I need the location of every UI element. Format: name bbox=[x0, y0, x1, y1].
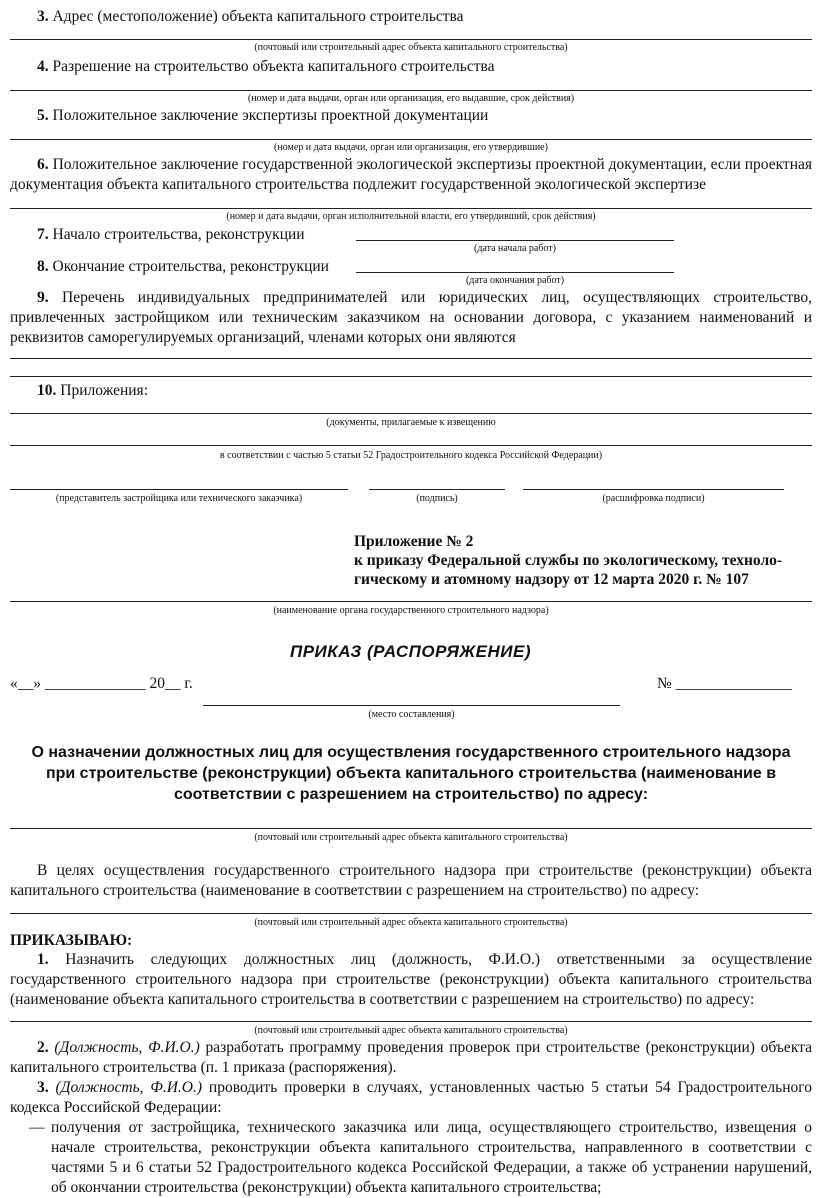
paragraph-2 bbox=[10, 1038, 812, 1078]
item-9 bbox=[10, 288, 812, 348]
item-6-text: Положительное заключение государственной экологической экспертизы проектной документации, если проектная документация объекта капитального строительства подлежит государственной экологической экспертизе bbox=[10, 156, 812, 193]
paragraph-2-number: 2. bbox=[37, 1039, 49, 1056]
appendix-title: Приложение № 2 bbox=[354, 533, 474, 550]
item-6-number: 6. bbox=[37, 156, 49, 173]
bullet-1: получения от застройщика, технического заказчика или лица, осуществляющего строительство, извещения о начале строительства, реконструкции объекта капитального строительства, направленного в соответствии с частями 5 и 6 статьи 52 Градостроительного кодекса Российской Федерации, а также об устранении нарушений, об окончании строительства (реконструкции) объекта капитального строительства; bbox=[51, 1119, 812, 1196]
fill-line[interactable] bbox=[10, 39, 812, 40]
hint-postal-address: (почтовый или строительный адрес объекта капитального строительства) bbox=[254, 917, 568, 928]
paragraph-1 bbox=[10, 950, 812, 1010]
hint-name-decoding: (расшифровка подписи) bbox=[602, 493, 705, 504]
item-10-number: 10. bbox=[37, 382, 57, 399]
hint-end-date: (дата окончания работ) bbox=[465, 275, 565, 286]
item-10-text: Приложения: bbox=[56, 382, 148, 399]
hint-signature: (подпись) bbox=[416, 493, 458, 504]
item-4-text: Разрешение на строительство объекта капитального строительства bbox=[48, 58, 495, 75]
appendix-line-2: к приказу Федеральной службы по экологическому, техноло- bbox=[354, 552, 783, 569]
paragraph-2-role: (Должность, Ф.И.О.) bbox=[48, 1039, 200, 1056]
hint-documents: (документы, прилагаемые к извещению bbox=[326, 417, 496, 428]
item-5-number: 5. bbox=[37, 107, 49, 124]
fill-line[interactable] bbox=[10, 413, 812, 414]
item-3-text: Адрес (местоположение) объекта капитального строительства bbox=[48, 8, 464, 25]
start-date-line[interactable] bbox=[356, 240, 674, 241]
intro-paragraph: В целях осуществления государственного строительного надзора при строительстве (реконструкции) объекта капитального строительства (наименование в соответствии с разрешением на строительство) по адресу: bbox=[10, 862, 812, 899]
fill-line[interactable] bbox=[10, 913, 812, 914]
hint-eco-expertise: (номер и дата выдачи, орган исполнительной власти, его утвердивший, срок действия) bbox=[226, 211, 596, 222]
order-number[interactable]: № _______________ bbox=[657, 675, 792, 692]
item-10 bbox=[37, 381, 148, 400]
hint-postal-address: (почтовый или строительный адрес объекта капитального строительства) bbox=[254, 832, 568, 843]
decree-word: ПРИКАЗЫВАЮ: bbox=[10, 932, 133, 949]
item-8 bbox=[37, 257, 329, 276]
item-9-number: 9. bbox=[37, 289, 49, 306]
item-8-number: 8. bbox=[37, 258, 49, 275]
order-date[interactable]: «__» _____________ 20__ г. bbox=[10, 675, 193, 692]
hint-representative: (представитель застройщика или технического заказчика) bbox=[55, 493, 303, 504]
appendix-line-3: гическому и атомному надзору от 12 марта 2020 г. № 107 bbox=[354, 571, 749, 588]
item-9-text: Перечень индивидуальных предпринимателей или юридических лиц, осуществляющих строительство, привлеченных застройщиком или техническим заказчиком на основании договора, с указанием наименований и реквизитов саморегулируемых организаций, членами которых они являются bbox=[10, 289, 812, 346]
fill-line[interactable] bbox=[10, 139, 812, 140]
name-decoding-line[interactable] bbox=[523, 489, 784, 490]
hint-law: в соответствии с частью 5 статьи 52 Градостроительного кодекса Российской Федерации) bbox=[219, 450, 603, 461]
item-5 bbox=[37, 106, 488, 125]
hint-place: (место составления) bbox=[368, 709, 455, 720]
paragraph-3-role: (Должность, Ф.И.О.) bbox=[48, 1079, 203, 1096]
item-6 bbox=[10, 155, 812, 195]
paragraph-2-text: разработать программу проведения проверок при строительстве (реконструкции) объекта капитального строительства (п. 1 приказа (распоряжения). bbox=[10, 1039, 812, 1076]
item-4 bbox=[37, 57, 494, 76]
item-5-text: Положительное заключение экспертизы проектной документации bbox=[48, 107, 489, 124]
representative-line[interactable] bbox=[10, 489, 348, 490]
bullet-dash: — bbox=[29, 1119, 45, 1136]
fill-line[interactable] bbox=[10, 208, 812, 209]
hint-supervision-body: (наименование органа государственного строительного надзора) bbox=[273, 605, 549, 616]
item-3 bbox=[37, 7, 464, 26]
end-date-line[interactable] bbox=[356, 272, 674, 273]
item-7-number: 7. bbox=[37, 226, 49, 243]
hint-postal-address: (почтовый или строительный адрес объекта капитального строительства) bbox=[254, 1025, 568, 1036]
paragraph-1-text: Назначить следующих должностных лиц (должность, Ф.И.О.) ответственными за осуществление государственного строительного надзора при строительстве (реконструкции) объекта капитального строительства (наименование объекта капитального строительства в соответствии с разрешением на строительство) по адресу: bbox=[10, 951, 812, 1008]
order-heading: О назначении должностных лиц для осуществления государственного строительного надзора при строительстве (реконструкции) объекта капитального строительства (наименование в соответствии с разрешением на строительство) по адресу: bbox=[31, 744, 791, 803]
fill-line[interactable] bbox=[10, 90, 812, 91]
signature-line[interactable] bbox=[369, 489, 505, 490]
fill-line[interactable] bbox=[10, 601, 812, 602]
item-4-number: 4. bbox=[37, 58, 49, 75]
order-title: ПРИКАЗ (РАСПОРЯЖЕНИЕ) bbox=[289, 642, 532, 661]
paragraph-1-number: 1. bbox=[37, 951, 49, 968]
hint-expertise: (номер и дата выдачи, орган или организация, его утвердившие) bbox=[274, 142, 548, 153]
fill-line[interactable] bbox=[10, 376, 812, 377]
fill-line[interactable] bbox=[10, 445, 812, 446]
paragraph-3-text: проводить проверки в случаях, установленных частью 5 статьи 54 Градостроительного кодекса Российской Федерации: bbox=[10, 1079, 812, 1116]
hint-permit: (номер и дата выдачи, орган или организация, его выдавшие, срок действия) bbox=[247, 93, 575, 104]
place-line[interactable] bbox=[203, 705, 620, 706]
item-3-number: 3. bbox=[37, 8, 49, 25]
item-7 bbox=[37, 225, 305, 244]
fill-line[interactable] bbox=[10, 828, 812, 829]
hint-start-date: (дата начала работ) bbox=[474, 243, 556, 254]
paragraph-3-number: 3. bbox=[37, 1079, 49, 1096]
paragraph-3 bbox=[10, 1078, 812, 1118]
item-7-text: Начало строительства, реконструкции bbox=[48, 226, 305, 243]
fill-line[interactable] bbox=[10, 358, 812, 359]
hint-postal-address: (почтовый или строительный адрес объекта капитального строительства) bbox=[254, 42, 568, 53]
fill-line[interactable] bbox=[10, 1021, 812, 1022]
item-8-text: Окончание строительства, реконструкции bbox=[48, 258, 329, 275]
